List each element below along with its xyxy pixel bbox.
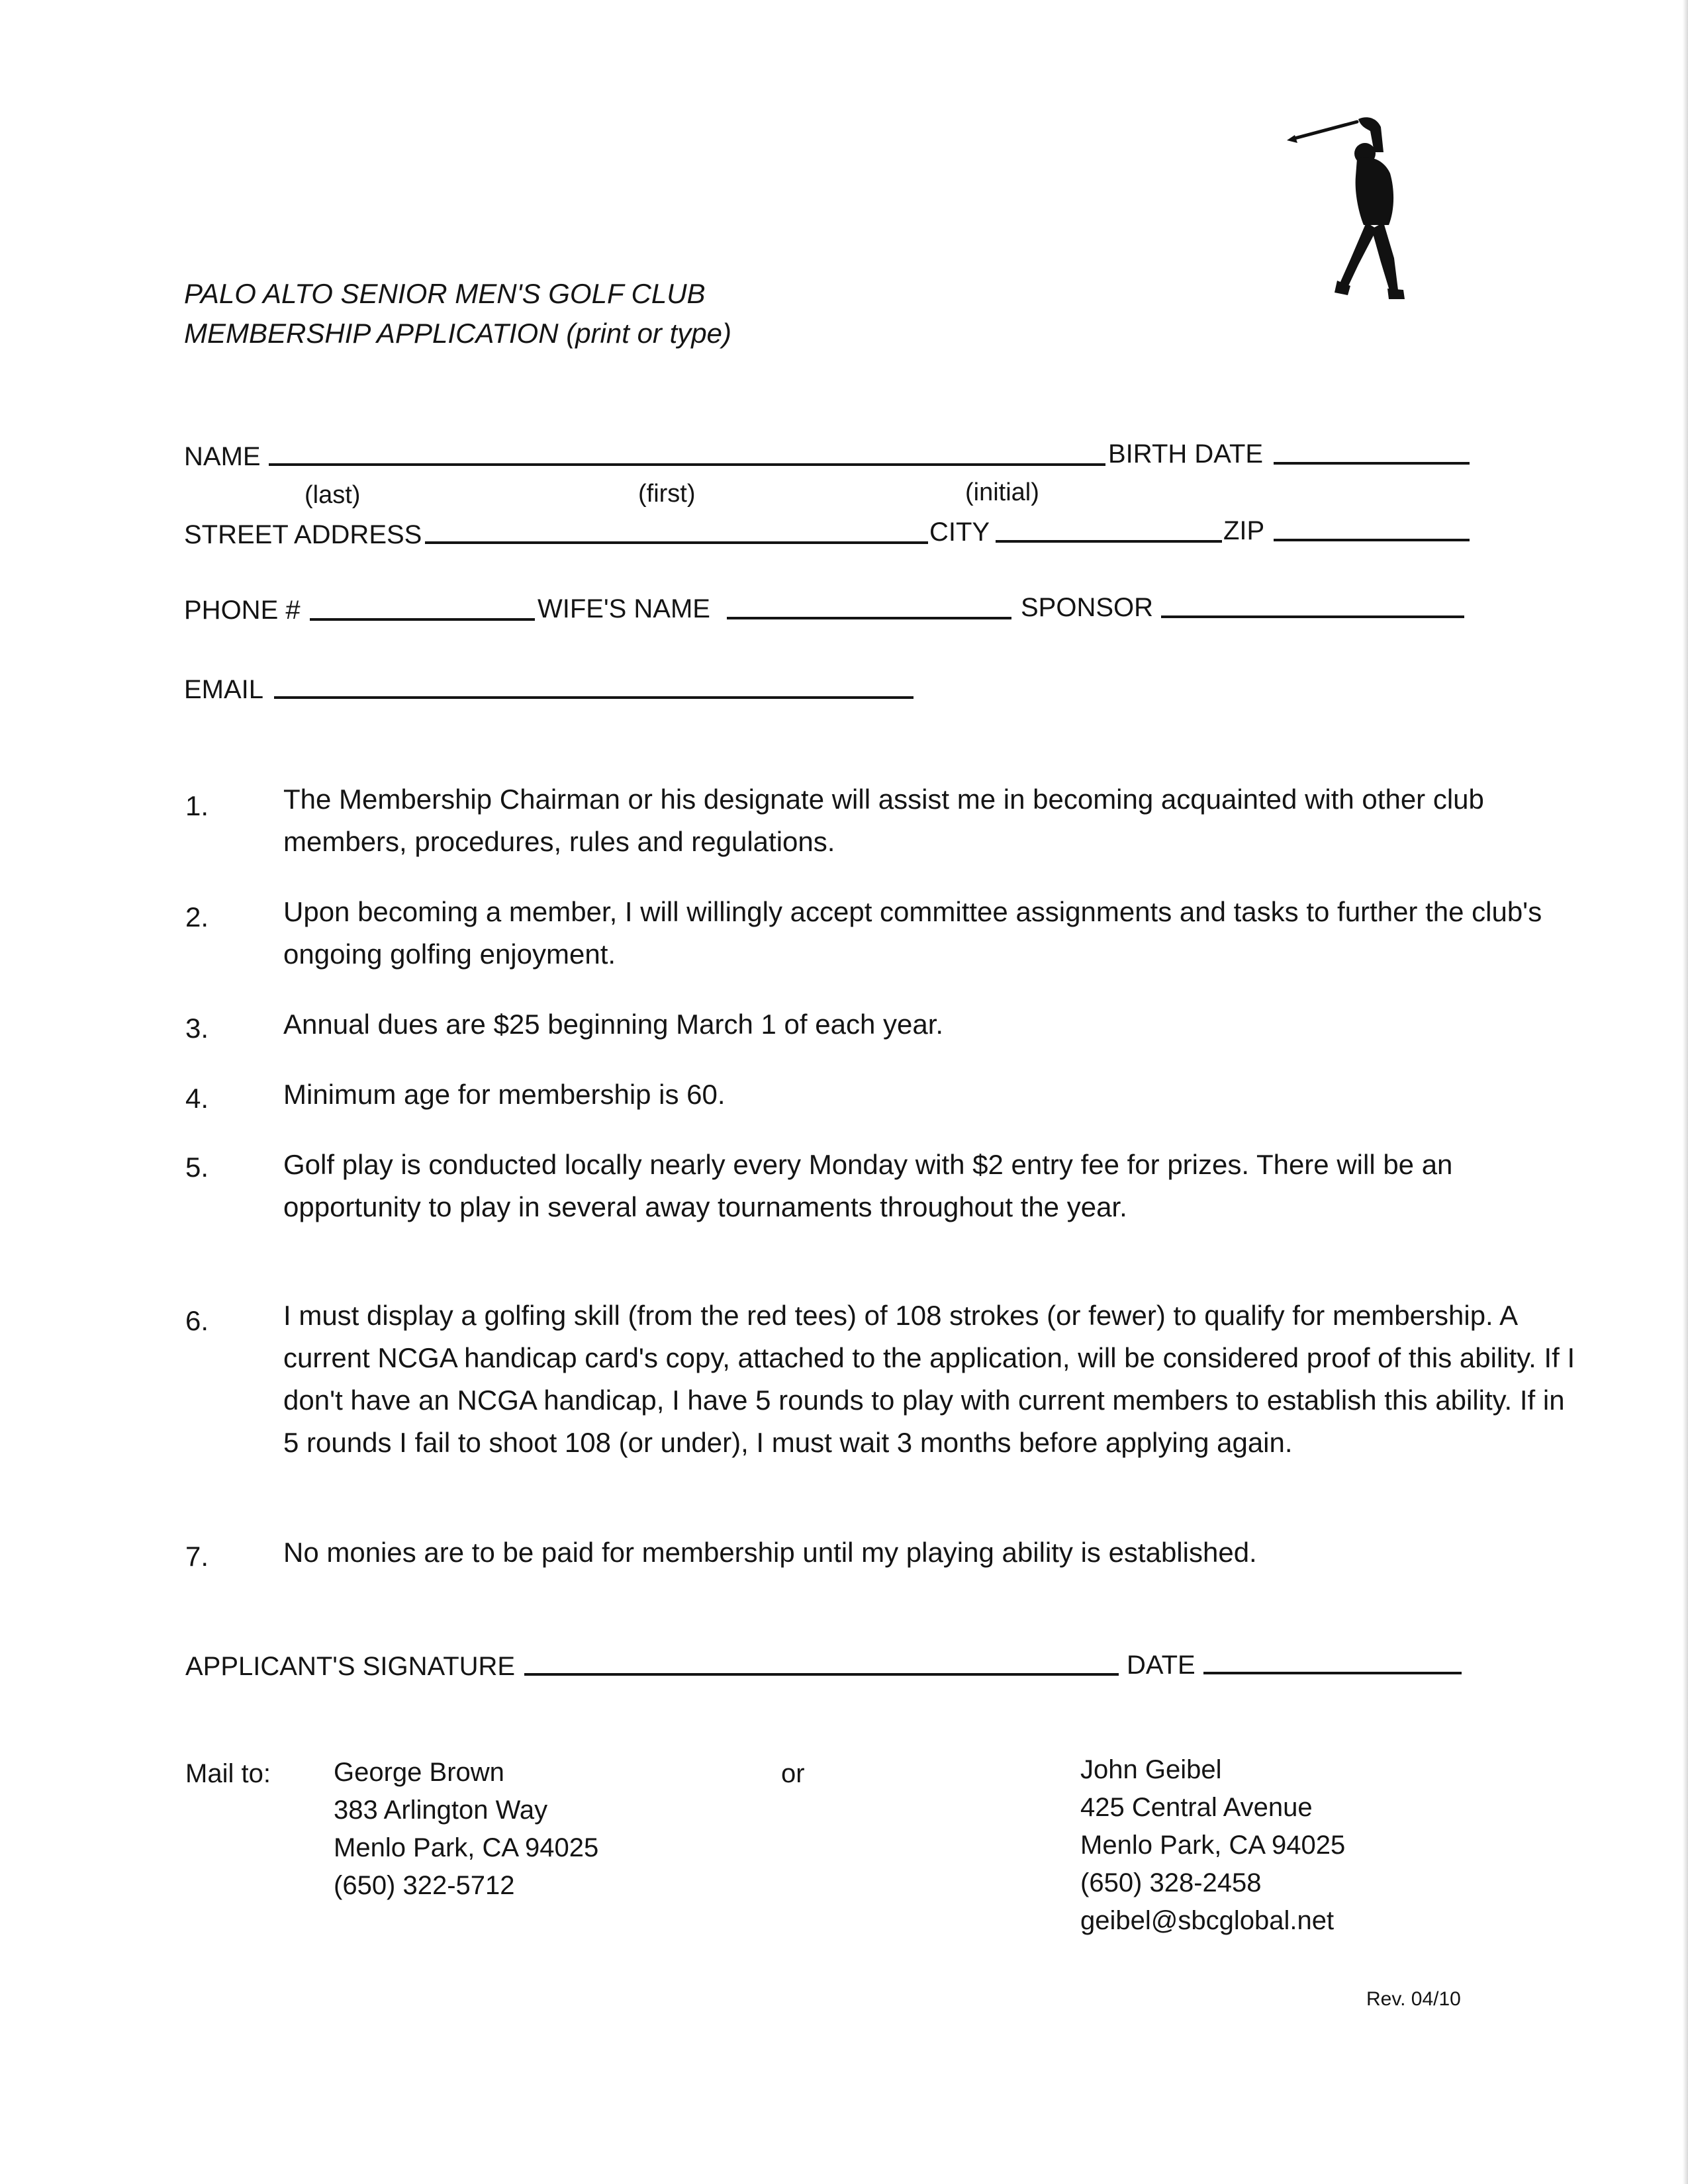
- phone-field[interactable]: [310, 618, 535, 621]
- contact1-city: Menlo Park, CA 94025: [334, 1833, 599, 1862]
- birth-date-field[interactable]: [1274, 462, 1470, 465]
- email-label: EMAIL: [184, 675, 264, 704]
- city-field[interactable]: [996, 540, 1222, 543]
- term-text-2: Upon becoming a member, I will willingly accept committee assignments and tasks to further the club's ongoing golfing enjoyment.: [283, 896, 1542, 970]
- term-number-5: 5.: [185, 1152, 209, 1183]
- name-label: NAME: [184, 442, 261, 471]
- contact2-street: 425 Central Avenue: [1080, 1793, 1313, 1822]
- wife-name-field[interactable]: [727, 617, 1011, 619]
- contact1-name: George Brown: [334, 1758, 504, 1787]
- term-number-1: 1.: [185, 790, 209, 821]
- term-number-6: 6.: [185, 1305, 209, 1336]
- term-number-4: 4.: [185, 1083, 209, 1114]
- application-title: MEMBERSHIP APPLICATION (print or type): [184, 318, 731, 349]
- term-text-3: Annual dues are $25 beginning March 1 of each year.: [283, 1009, 944, 1040]
- zip-field[interactable]: [1274, 539, 1470, 541]
- phone-label: PHONE #: [184, 596, 301, 625]
- street-address-field[interactable]: [425, 541, 928, 544]
- term-number-3: 3.: [185, 1013, 209, 1044]
- term-text-4: Minimum age for membership is 60.: [283, 1079, 726, 1110]
- term-number-7: 7.: [185, 1541, 209, 1572]
- mail-or: or: [781, 1759, 805, 1788]
- contact1-phone: (650) 322-5712: [334, 1871, 515, 1900]
- name-sub-initial: (initial): [965, 478, 1039, 506]
- applicant-signature-field[interactable]: [524, 1673, 1119, 1676]
- term-text-1: The Membership Chairman or his designate will assist me in becoming acquainted with other club members, procedures, rules and regulations.: [283, 784, 1484, 857]
- term-text-6: I must display a golfing skill (from the red tees) of 108 strokes (or fewer) to qualify for membership. A current NCGA handicap card's copy, attached to the application, will be considered proof of this ability. If I don't have an NCGA handicap, I have 5 rounds to play with current members to establish this ability. If in 5 rounds I fail to shoot 108 (or under), I must wait 3 months before applying again.: [283, 1300, 1575, 1458]
- contact2-phone: (650) 328-2458: [1080, 1868, 1262, 1897]
- city-label: CITY: [929, 518, 990, 547]
- contact2-name: John Geibel: [1080, 1755, 1222, 1784]
- club-title: PALO ALTO SENIOR MEN'S GOLF CLUB: [184, 278, 706, 309]
- term-text-5: Golf play is conducted locally nearly every Monday with $2 entry fee for prizes. There will be an opportunity to play in several away tournaments throughout the year.: [283, 1149, 1453, 1222]
- email-field[interactable]: [274, 696, 914, 699]
- applicant-signature-label: APPLICANT'S SIGNATURE: [185, 1652, 516, 1681]
- name-sub-first: (first): [638, 480, 696, 508]
- sponsor-field[interactable]: [1161, 615, 1464, 618]
- signature-date-field[interactable]: [1203, 1672, 1462, 1674]
- sponsor-label: SPONSOR: [1021, 593, 1154, 622]
- term-number-2: 2.: [185, 901, 209, 933]
- contact2-city: Menlo Park, CA 94025: [1080, 1831, 1346, 1860]
- signature-date-label: DATE: [1127, 1651, 1196, 1680]
- page-edge-shadow: [1683, 0, 1688, 2184]
- zip-label: ZIP: [1223, 516, 1265, 545]
- mail-to-label: Mail to:: [185, 1759, 271, 1788]
- golfer-silhouette-icon: [1284, 113, 1443, 304]
- revision-label: Rev. 04/10: [1366, 1988, 1461, 2010]
- wife-name-label: WIFE'S NAME: [538, 594, 710, 623]
- name-field[interactable]: [269, 463, 1105, 466]
- term-text-7: No monies are to be paid for membership until my playing ability is established.: [283, 1537, 1257, 1568]
- contact1-street: 383 Arlington Way: [334, 1796, 548, 1825]
- birth-date-label: BIRTH DATE: [1108, 439, 1264, 469]
- contact2-email[interactable]: geibel@sbcglobal.net: [1080, 1906, 1335, 1935]
- name-sub-last: (last): [305, 481, 361, 509]
- street-address-label: STREET ADDRESS: [184, 520, 422, 549]
